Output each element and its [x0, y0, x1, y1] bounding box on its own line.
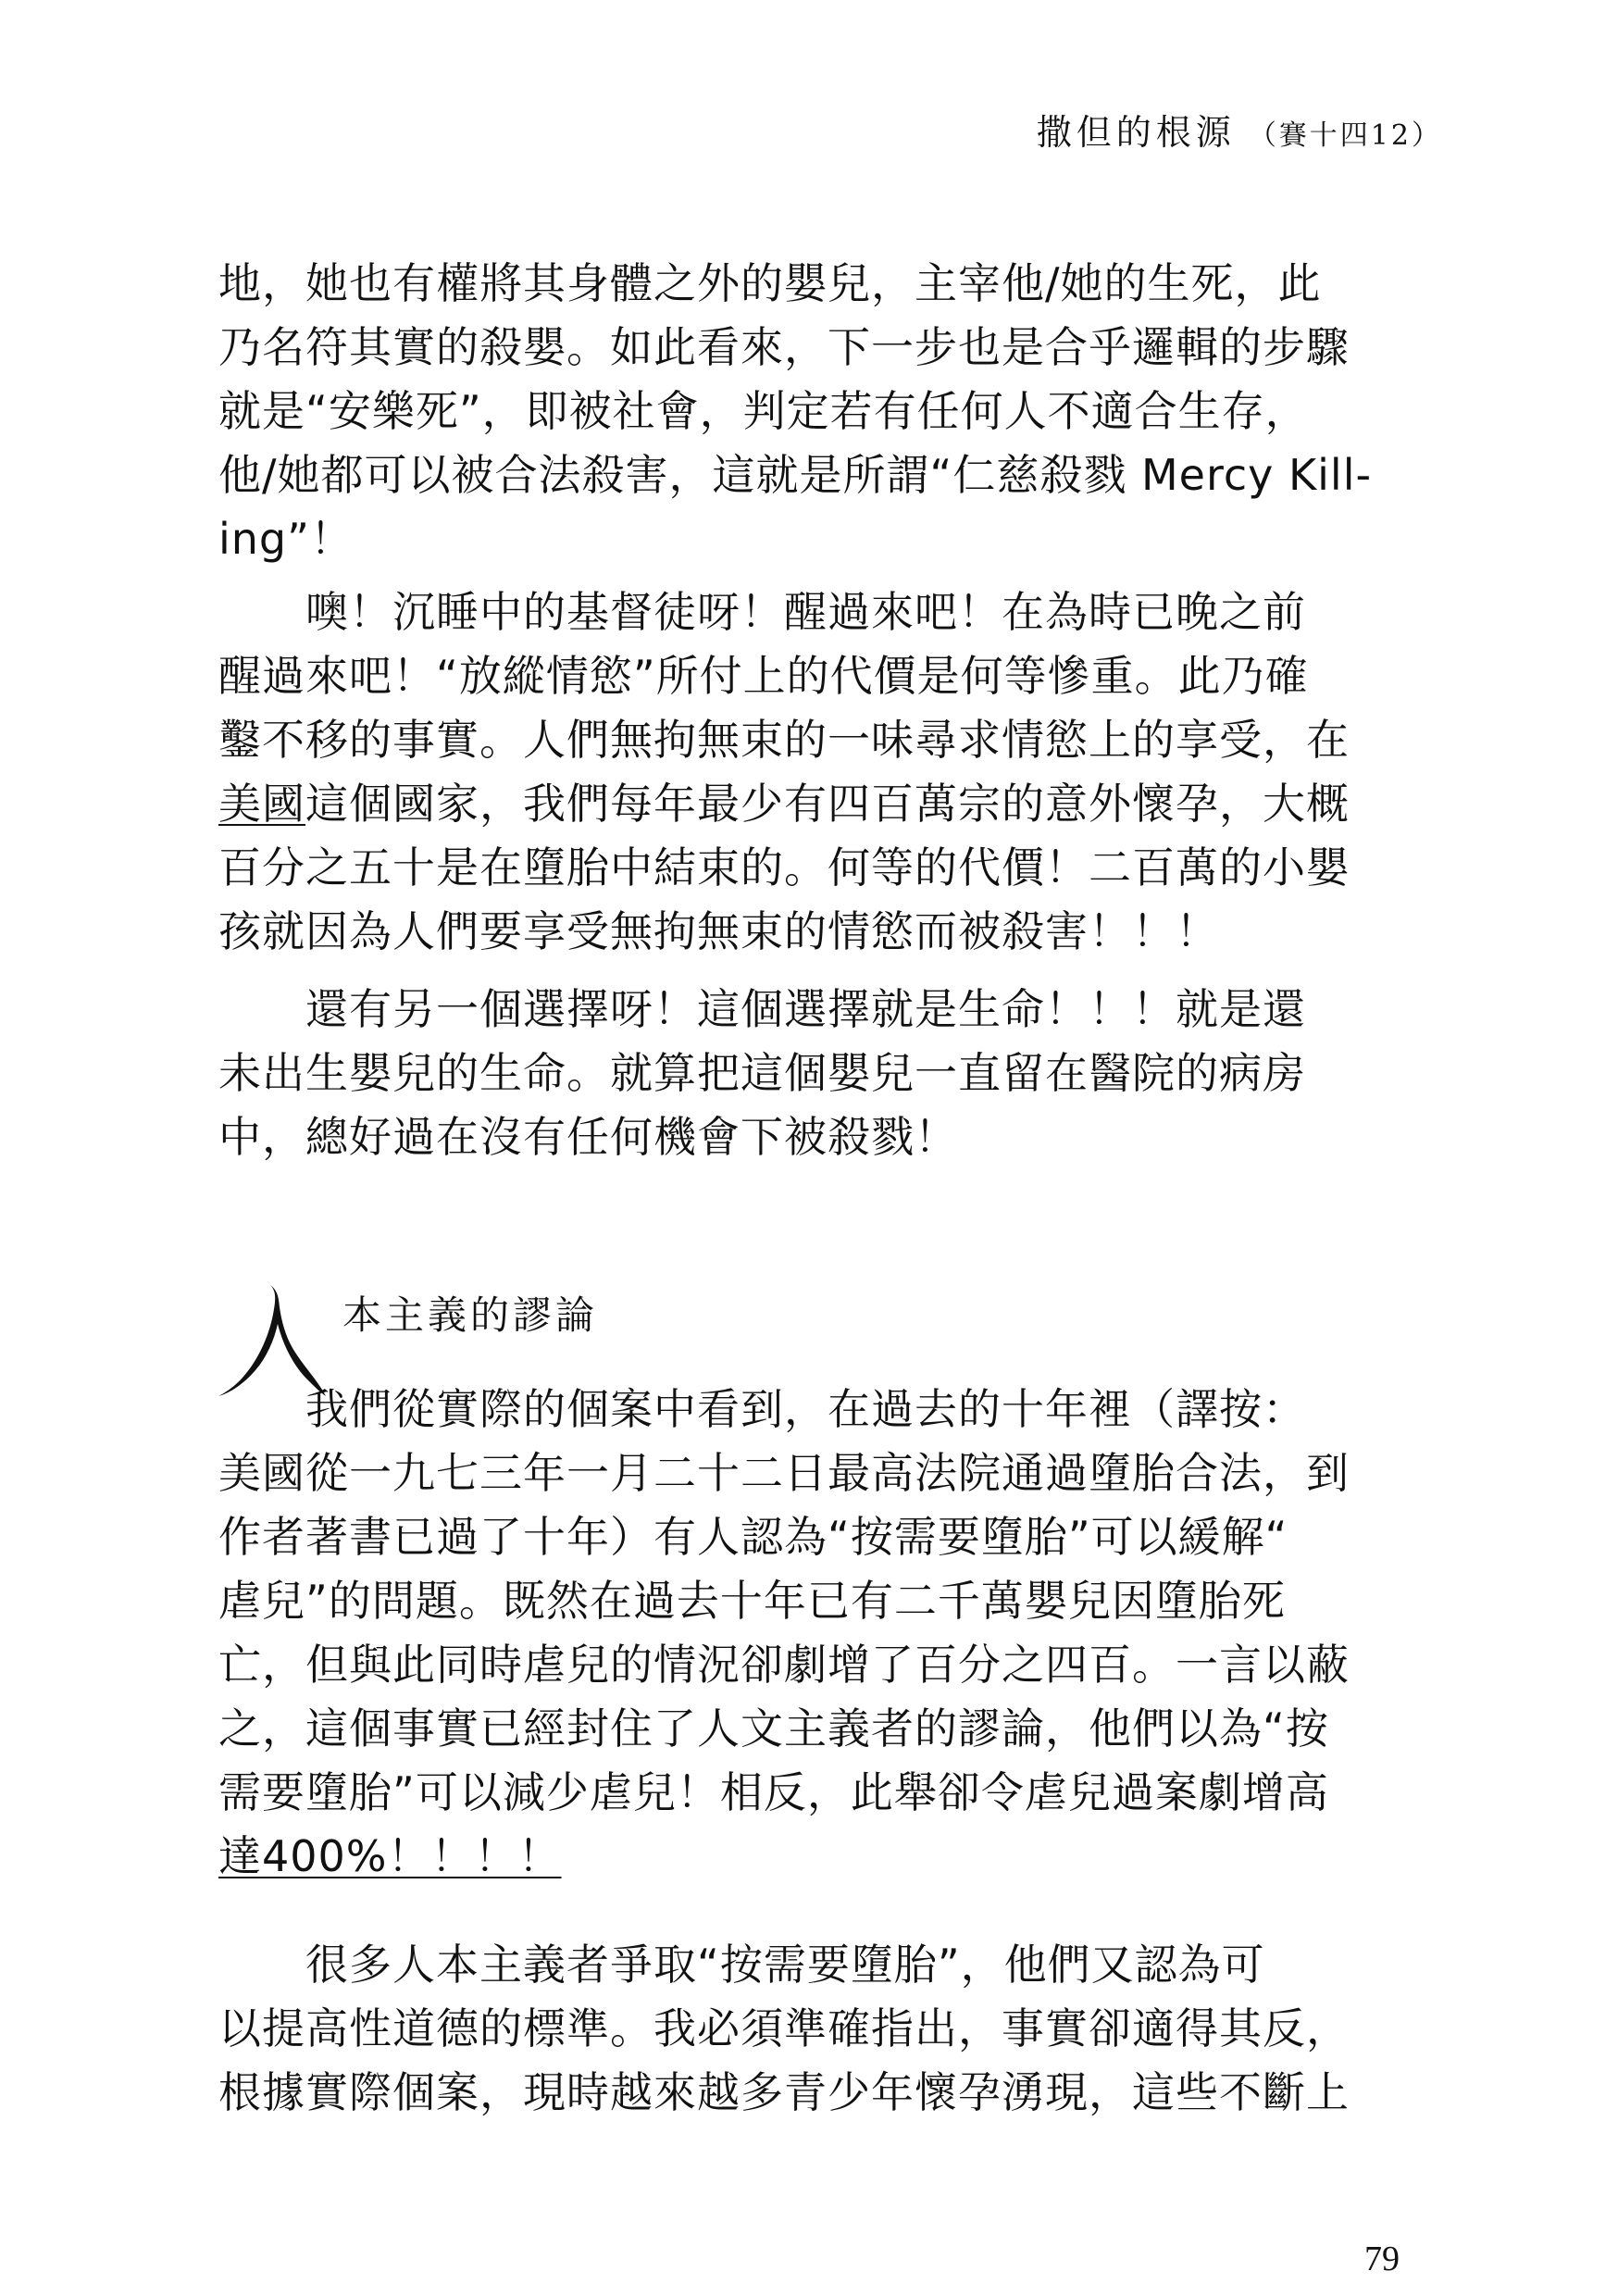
text-line: 之，這個事實已經封住了人文主義者的謬論，他們以為“按	[218, 1703, 1329, 1753]
header-subtitle: （賽十四12）	[1248, 119, 1442, 152]
text-line: 噢！沉睡中的基督徒呀！醒過來吧！在為時已晚之前	[218, 587, 1306, 637]
text-line: 很多人本主義者爭取“按需要墮胎”，他們又認為可	[218, 1940, 1265, 1990]
text-line: 作者著書已過了十年）有人認為“按需要墮胎”可以緩解“	[218, 1512, 1288, 1562]
line-rest: 這個國家，我們每年最少有四百萬宗的意外懷孕，大概	[305, 779, 1350, 829]
text-line: 根據實際個案，現時越來越多青少年懷孕湧現，這些不斷上	[218, 2067, 1350, 2117]
header-title: 撒但的根源	[1036, 112, 1236, 153]
text-line: 他/她都可以被合法殺害，這就是所謂“仁慈殺戮 Mercy Kill-	[218, 450, 1373, 500]
text-line: 亡，但與此同時虐兒的情況卻劇增了百分之四百。一言以蔽	[218, 1640, 1350, 1690]
text-line: 虐兒”的問題。既然在過去十年已有二千萬嬰兒因墮胎死	[218, 1576, 1286, 1626]
text-line	[218, 1825, 1440, 1889]
page-number: 79	[1364, 2240, 1400, 2278]
text-line: 美國從一九七三年一月二十二日最高法院通過墮胎合法，到	[218, 1448, 1350, 1498]
text-line: 孩就因為人們要享受無拘無束的情慾而被殺害！！！	[218, 906, 1219, 956]
paragraph-2	[218, 580, 1440, 964]
text-line: 鑿不移的事實。人們無拘無束的一味尋求情慾上的享受，在	[218, 715, 1350, 765]
text-line: 百分之五十是在墮胎中結束的。何等的代價！二百萬的小嬰	[218, 842, 1350, 892]
section-heading-text: 本主義的謬論	[342, 1292, 599, 1338]
text-line: 需要墮胎”可以減少虐兒！相反，此舉卻令虐兒過案劇增高	[218, 1767, 1329, 1817]
paragraph-1	[218, 252, 1440, 571]
running-header	[1037, 104, 1442, 155]
text-line: 醒過來吧！“放縱情慾”所付上的代價是何等慘重。此乃確	[218, 651, 1309, 701]
text-line: 就是“安樂死”，即被社會，判定若有任何人不適合生存，	[218, 386, 1309, 436]
text-line: 未出生嬰兒的生命。就算把這個嬰兒一直留在醫院的病房	[218, 1048, 1306, 1098]
text-line: 乃名符其實的殺嬰。如此看來，下一步也是合乎邏輯的步驟	[218, 322, 1350, 372]
text-line: 地，她也有權將其身體之外的嬰兒，主宰他/她的生死，此	[218, 258, 1322, 308]
paragraph-5	[218, 1933, 1440, 2125]
paragraph-3	[218, 978, 1440, 1169]
underlined-statistic: 達400%！！！！	[218, 1831, 562, 1881]
text-line: 中，總好過在沒有任何機會下被殺戮！	[218, 1112, 958, 1162]
paragraph-4	[218, 1378, 1440, 1889]
text-line: ing”！	[218, 514, 354, 564]
text-line	[218, 772, 1440, 836]
underlined-word: 美國	[218, 779, 305, 829]
text-line: 還有另一個選擇呀！這個選擇就是生命！！！就是還	[218, 984, 1306, 1034]
text-line: 以提高性道德的標準。我必須準確指出，事實卻適得其反，	[218, 2003, 1350, 2053]
text-line: 我們從實際的個案中看到，在過去的十年裡（譯按：	[218, 1384, 1306, 1434]
